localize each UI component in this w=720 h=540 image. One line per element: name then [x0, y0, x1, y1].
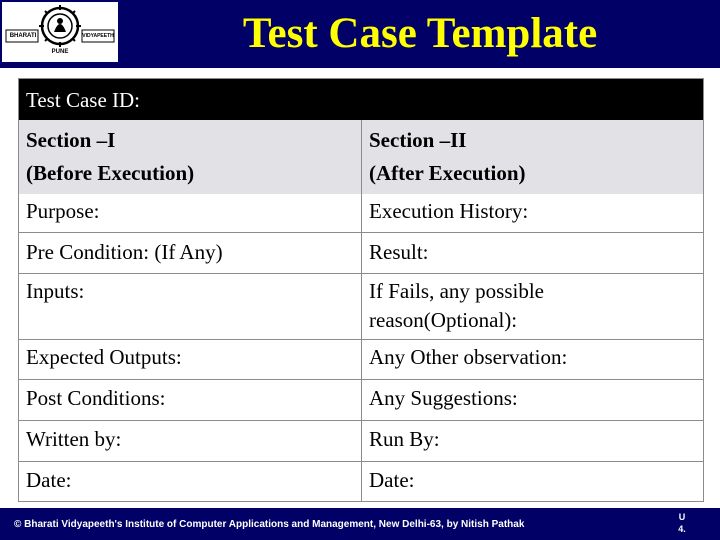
execution-history-label: Execution History:	[369, 199, 529, 223]
header-gap	[0, 68, 720, 78]
slide-footer	[0, 508, 720, 540]
page-title: Test Case Template	[242, 10, 598, 57]
fail-reason-label-line-1: If Fails, any possible	[369, 279, 544, 303]
page-number	[668, 511, 696, 537]
slide-header	[0, 0, 720, 68]
other-observation-label: Any Other observation:	[369, 345, 568, 369]
date-right-label: Date:	[369, 468, 415, 492]
inputs-label: Inputs:	[26, 279, 85, 303]
logo-right-text: VIDYAPEETH	[82, 33, 114, 39]
section-1-subheading: (Before Execution)	[26, 161, 195, 185]
date-left-label: Date:	[26, 468, 72, 492]
pre-condition-label: Pre Condition: (If Any)	[26, 240, 223, 264]
section-2-subheading: (After Execution)	[369, 161, 526, 185]
result-label: Result:	[369, 240, 429, 264]
suggestions-label: Any Suggestions:	[369, 386, 518, 410]
purpose-label: Purpose:	[26, 199, 100, 223]
test-case-table	[18, 78, 704, 502]
logo-bottom-text: PUNE	[51, 49, 69, 55]
copyright-text: © Bharati Vidyapeeth's Institute of Computer Applications and Management, New Delhi-63, by Nitish Pathak	[14, 519, 525, 530]
institute-logo	[2, 2, 118, 62]
run-by-label: Run By:	[369, 427, 440, 451]
expected-outputs-label: Expected Outputs:	[26, 345, 182, 369]
written-by-label: Written by:	[26, 427, 122, 451]
logo-left-text: BHARATI	[9, 33, 37, 39]
post-conditions-label: Post Conditions:	[26, 386, 166, 410]
section-1-heading: Section –I	[26, 128, 116, 152]
fail-reason-label-line-2: reason(Optional):	[369, 308, 518, 332]
test-case-id-row: Test Case ID:	[18, 78, 704, 120]
page-number-line-1: U	[678, 512, 686, 522]
column-divider	[361, 120, 362, 502]
section-2-heading: Section –II	[369, 128, 467, 152]
page-number-line-2: 4.	[678, 524, 686, 534]
